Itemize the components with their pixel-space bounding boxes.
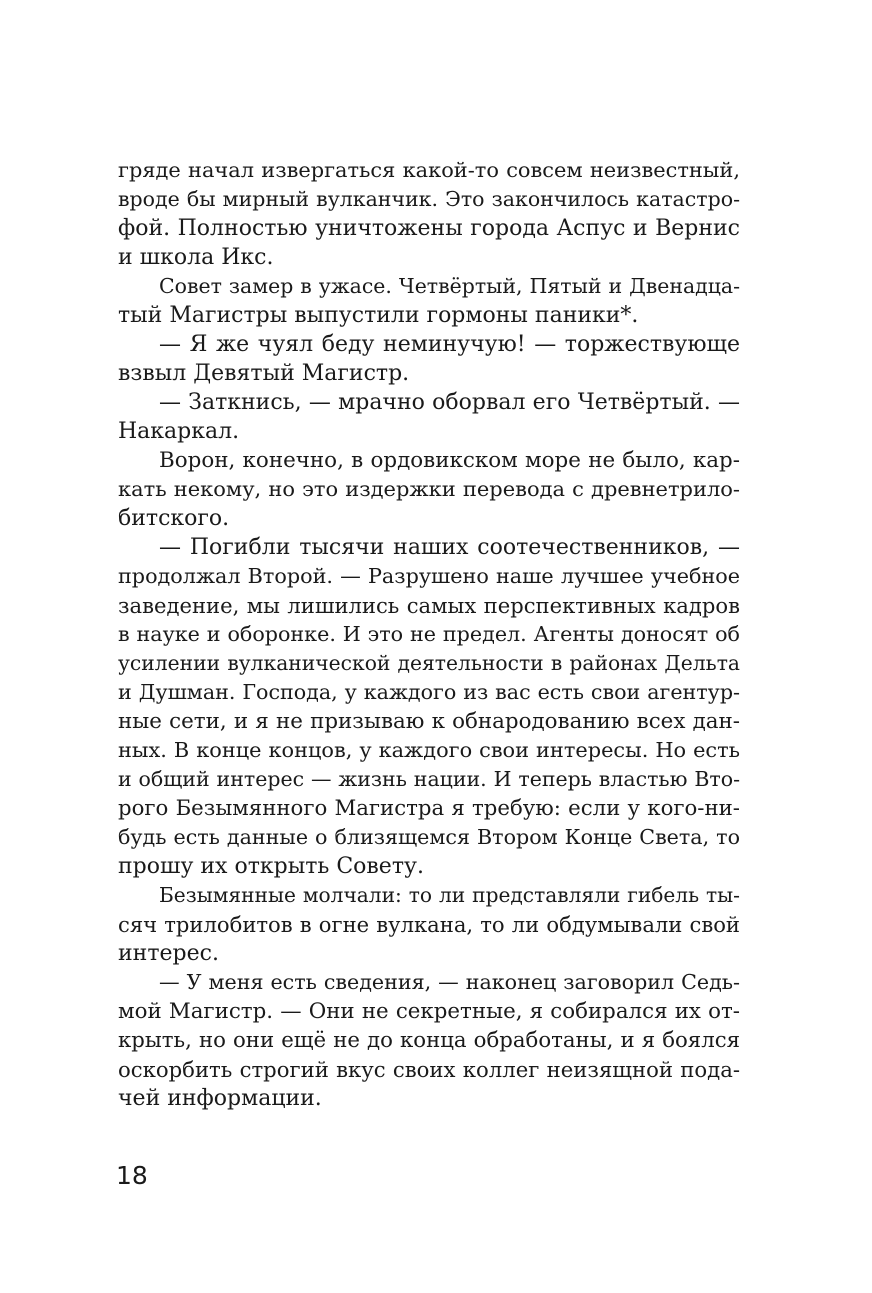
text-line: будь есть данные о близящемся Втором Конце Света, то <box>118 825 740 849</box>
text-line: взвыл Девятый Магистр. <box>118 361 410 386</box>
text-line: Совет замер в ужасе. Четвёртый, Пятый и Двенадцa- <box>159 274 740 298</box>
text-line: сяч трилобитов в огне вулкана, то ли обдумывали свой <box>118 912 740 937</box>
text-line: ные сети, и я не призываю к обнародованию всех дан- <box>118 709 740 734</box>
text-line: чей информации. <box>118 1086 322 1111</box>
text-line: Ворон, конечно, в ордовикском море не было, кар- <box>159 448 740 473</box>
text-line: ных. В конце концов, у каждого свои интересы. Но есть <box>118 738 740 762</box>
text-line: в науке и оборонке. И это не предел. Агенты доносят об <box>118 622 740 646</box>
text-line: мой Магистр. — Они не секретные, я собирался их от- <box>118 999 740 1024</box>
text-line: оскорбить строгий вкус своих коллег неизящной пода- <box>118 1057 740 1082</box>
text-line: — Я же чуял беду неминучую! — торжествующе <box>159 332 740 357</box>
text-line: — У меня есть сведения, — наконец заговорил Седь- <box>159 970 740 994</box>
text-line: и общий интерес — жизнь нации. И теперь властью Вто- <box>118 767 740 791</box>
text-line: Безымянные молчали: то ли представляли гибель ты- <box>159 883 740 907</box>
text-line: Накаркал. <box>118 419 240 444</box>
text-line: битского. <box>118 506 230 531</box>
text-line: крыть, но они ещё не до конца обработаны, и я боялся <box>118 1028 740 1053</box>
text-line: заведение, мы лишились самых перспективных кадров <box>118 593 740 618</box>
text-line: и Душман. Господа, у каждого из вас есть свои агентур- <box>118 680 740 704</box>
text-line: рого Безымянного Магистра я требую: если у кого-ни- <box>118 796 740 821</box>
text-line: кать некому, но это издержки перевода с древнетрило- <box>118 477 740 501</box>
text-line: — Погибли тысячи наших соотечественников, — <box>159 535 740 560</box>
text-line: усилении вулканической деятельности в районах Дельта <box>118 651 740 675</box>
text-line: прошу их открыть Совету. <box>118 854 424 879</box>
page-number: 18 <box>116 1161 148 1190</box>
text-line: — Заткнись, — мрачно оборвал его Четвёртый. — <box>159 390 740 415</box>
text-line: и школа Икс. <box>118 245 274 270</box>
text-line: продолжал Второй. — Разрушено наше лучшее учебное <box>118 564 740 588</box>
text-line: вроде бы мирный вулканчик. Это закончилось катастро- <box>118 187 740 211</box>
text-line: интерес. <box>118 941 219 966</box>
text-line: гряде начал извергаться какой-то совсем неизвестный, <box>118 158 740 182</box>
text-line: тый Магистры выпустили гормоны паники*. <box>118 303 639 328</box>
body-text <box>118 156 740 1113</box>
text-line: фой. Полностью уничтожены города Аспус и Вернис <box>118 216 740 241</box>
